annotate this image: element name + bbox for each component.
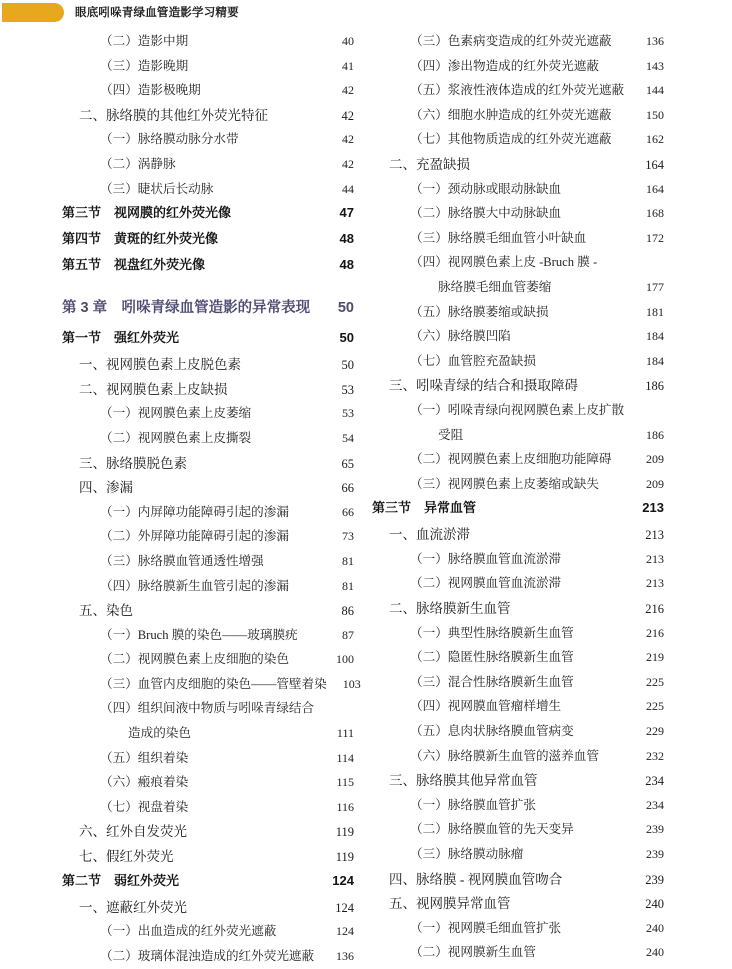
toc-entry-label: （二）视网膜新生血管 (410, 945, 536, 960)
toc-entry-label: （五）息肉状脉络膜血管病变 (410, 724, 574, 739)
toc-entry-label: （一）脉络膜血管血流淤滞 (410, 551, 562, 566)
toc-entry-page-number: 119 (335, 850, 354, 865)
toc-entry-item[interactable] (372, 325, 664, 350)
toc-entry-page-number: 50 (337, 300, 354, 317)
toc-entry-page-number: 239 (646, 822, 664, 837)
toc-entry-label: （四）组织间液中物质与吲哚青绿结合 (100, 701, 315, 716)
toc-entry-label: （一）吲哚青绿向视网膜色素上皮扩散 (410, 402, 625, 417)
toc-entry-page-number: 164 (645, 157, 664, 172)
toc-entry-item[interactable] (62, 575, 354, 600)
toc-entry-label: （二）视网膜色素上皮细胞的染色 (100, 652, 289, 667)
toc-entry-label: （二）脉络膜血管的先天变异 (410, 822, 574, 837)
toc-entry-item[interactable] (372, 399, 664, 424)
toc-entry-label: （六）瘢痕着染 (100, 775, 189, 790)
toc-entry-item[interactable] (372, 55, 664, 80)
toc-entry-sub[interactable] (62, 104, 354, 129)
toc-entry-page-number: 240 (646, 945, 664, 960)
toc-entry-label: （一）Bruch 膜的染色——玻璃膜疣 (100, 627, 298, 642)
toc-entry-cont[interactable] (372, 424, 664, 449)
toc-entry-page-number: 209 (646, 476, 664, 491)
toc-entry-label: （五）浆液性液体造成的红外荧光遮蔽 (410, 83, 625, 98)
toc-entry-page-number: 229 (646, 724, 664, 739)
toc-entry-page-number: 240 (646, 920, 664, 935)
toc-entry-page-number: 42 (342, 83, 354, 98)
toc-entry-label: （二）视网膜色素上皮细胞功能障碍 (410, 452, 612, 467)
toc-entry-sub[interactable] (62, 599, 354, 624)
toc-entry-label: （一）典型性脉络膜新生血管 (410, 625, 574, 640)
toc-entry-label: 三、吲哚青绿的结合和摄取障碍 (389, 378, 578, 394)
toc-entry-item[interactable] (372, 818, 664, 843)
toc-entry-label: （七）视盘着染 (100, 799, 189, 814)
toc-entry-item[interactable] (372, 794, 664, 819)
toc-entry-page-number: 216 (646, 625, 664, 640)
toc-entry-label: 四、脉络膜 - 视网膜血管吻合 (389, 871, 563, 887)
book-running-title: 眼底吲哚青绿血管造影学习精要 (75, 7, 239, 19)
toc-entry-page-number: 81 (342, 578, 354, 593)
toc-entry-item[interactable] (62, 153, 354, 178)
toc-entry-item[interactable] (62, 624, 354, 649)
toc-entry-page-number: 150 (646, 107, 664, 122)
toc-entry-item[interactable] (372, 350, 664, 375)
toc-entry-label: （五）脉络膜萎缩或缺损 (410, 304, 549, 319)
toc-entry-label: （三）脉络膜动脉瘤 (410, 847, 524, 861)
toc-entry-item[interactable] (62, 79, 354, 104)
toc-entry-label: （一）脉络膜动脉分水带 (100, 132, 239, 147)
toc-entry-page-number: 164 (646, 181, 664, 196)
toc-entry-page-number: 162 (646, 132, 664, 147)
toc-entry-item[interactable] (372, 695, 664, 720)
gold-tab-marker-icon (2, 3, 64, 22)
toc-entry-page-number: 186 (645, 379, 664, 394)
toc-entry-label: （一）出血造成的红外荧光遮蔽 (100, 924, 277, 939)
toc-entry-page-number: 111 (336, 726, 354, 741)
toc-entry-label: （三）色素病变造成的红外荧光遮蔽 (410, 34, 612, 48)
toc-entry-label: 三、脉络膜其他异常血管 (389, 773, 538, 789)
toc-entry-page-number: 124 (336, 924, 354, 939)
toc-entry-label: 第四节 黄斑的红外荧光像 (62, 231, 219, 247)
toc-entry-label: 受阻 (438, 427, 464, 442)
toc-entry-label: 三、脉络膜脱色素 (79, 455, 187, 471)
toc-entry-sub[interactable] (372, 868, 664, 893)
toc-entry-label: 第 3 章 吲哚青绿血管造影的异常表现 (62, 300, 311, 317)
toc-entry-item[interactable] (62, 501, 354, 526)
toc-entry-label: 第一节 强红外荧光 (62, 330, 180, 346)
toc-entry-page-number: 234 (646, 797, 664, 812)
toc-entry-page-number: 144 (646, 83, 664, 98)
toc-entry-item[interactable] (372, 572, 664, 597)
toc-entry-label: 二、脉络膜新生血管 (389, 601, 511, 617)
toc-entry-label: （二）玻璃体混浊造成的红外荧光遮蔽 (100, 948, 315, 963)
toc-entry-page-number: 124 (335, 900, 354, 915)
toc-entry-item[interactable] (62, 55, 354, 80)
toc-entry-section[interactable] (372, 497, 664, 523)
toc-entry-item[interactable] (372, 202, 664, 227)
toc-entry-page-number: 65 (341, 456, 354, 471)
toc-entry-page-number: 114 (336, 750, 354, 765)
toc-entry-page-number: 41 (342, 58, 354, 73)
toc-entry-page-number: 136 (336, 948, 354, 963)
toc-spacer (62, 280, 354, 296)
toc-column-left (62, 30, 361, 969)
toc-entry-label: （一）颈动脉或眼动脉缺血 (410, 181, 562, 196)
toc-entry-page-number: 168 (646, 206, 664, 221)
toc-entry-label: （三）混合性脉络膜新生血管 (410, 674, 574, 689)
toc-entry-sub[interactable] (372, 769, 664, 794)
toc-entry-label: 六、红外自发荧光 (79, 824, 187, 840)
toc-entry-page-number: 100 (336, 652, 354, 667)
toc-entry-label: （四）视网膜色素上皮 -Bruch 膜 - (410, 255, 598, 270)
toc-entry-label: 一、血流淤滞 (389, 527, 470, 543)
toc-entry-page-number: 240 (645, 897, 664, 912)
toc-entry-page-number: 50 (339, 330, 354, 346)
toc-entry-label: （一）视网膜色素上皮萎缩 (100, 406, 252, 421)
toc-entry-page-number: 124 (332, 872, 354, 888)
toc-entry-item[interactable] (372, 104, 664, 129)
toc-entry-sub[interactable] (62, 378, 354, 403)
toc-entry-item[interactable] (62, 747, 354, 772)
toc-entry-page-number: 86 (341, 604, 354, 619)
toc-entry-sub[interactable] (62, 476, 354, 501)
toc-entry-page-number: 53 (342, 406, 354, 421)
toc-entry-label: （四）脉络膜新生血管引起的渗漏 (100, 578, 289, 593)
toc-entry-label: 二、脉络膜的其他红外荧光特征 (79, 107, 268, 123)
toc-entry-page-number: 213 (645, 528, 664, 543)
toc-entry-page-number: 42 (342, 132, 354, 147)
toc-entry-item[interactable] (372, 720, 664, 745)
toc-entry-page-number: 53 (341, 382, 354, 397)
toc-entry-label: 脉络膜毛细血管萎缩 (438, 279, 552, 294)
toc-entry-label: （四）视网膜血管瘤样增生 (410, 699, 562, 714)
toc-entry-item[interactable] (62, 525, 354, 550)
toc-entry-label: （一）内屏障功能障碍引起的渗漏 (100, 504, 289, 519)
toc-entry-page-number: 213 (646, 576, 664, 591)
toc-entry-item[interactable] (372, 79, 664, 104)
toc-entry-page-number: 87 (342, 627, 354, 642)
toc-entry-label: （一）视网膜毛细血管扩张 (410, 920, 562, 935)
toc-entry-label: 五、视网膜异常血管 (389, 896, 511, 912)
toc-entry-page-number: 184 (646, 329, 664, 344)
toc-entry-item[interactable] (372, 448, 664, 473)
toc-entry-page-number: 143 (646, 58, 664, 73)
toc-entry-label: 第五节 视盘红外荧光像 (62, 257, 206, 273)
toc-entry-page-number: 42 (342, 156, 354, 171)
toc-entry-page-number: 42 (341, 108, 354, 123)
toc-entry-page-number: 209 (646, 452, 664, 467)
toc-entry-label: （二）脉络膜大中动脉缺血 (410, 206, 562, 221)
toc-entry-label: （一）脉络膜血管扩张 (410, 797, 536, 812)
toc-entry-item[interactable] (62, 128, 354, 153)
toc-entry-item[interactable] (62, 550, 354, 575)
toc-entry-label: （六）脉络膜凹陷 (410, 329, 511, 344)
toc-entry-page-number: 54 (342, 430, 354, 445)
toc-entry-item[interactable] (62, 796, 354, 821)
toc-entry-section[interactable] (62, 228, 354, 254)
toc-entry-item[interactable] (372, 622, 664, 647)
toc-entry-page-number: 66 (341, 481, 354, 496)
toc-entry-page-number: 81 (342, 553, 354, 568)
toc-entry-page-number: 116 (336, 799, 354, 814)
toc-entry-item[interactable] (62, 402, 354, 427)
toc-entry-sub[interactable] (62, 820, 354, 845)
toc-entry-item[interactable] (62, 697, 354, 722)
toc-entry-section[interactable] (62, 202, 354, 228)
toc-entry-label: （三）血管内皮细胞的染色——管壁着染 (100, 676, 327, 691)
toc-entry-label: （二）隐匿性脉络膜新生血管 (410, 650, 574, 665)
toc-entry-label: 第二节 弱红外荧光 (62, 872, 180, 888)
toc-entry-label: （二）造影中期 (100, 34, 189, 48)
toc-entry-sub[interactable] (372, 892, 664, 917)
toc-entry-page-number: 213 (642, 500, 664, 516)
toc-entry-label: （四）渗出物造成的红外荧光遮蔽 (410, 58, 599, 73)
toc-entry-sub[interactable] (62, 353, 354, 378)
toc-entry-label: 造成的染色 (128, 726, 191, 741)
toc-entry-item[interactable] (372, 30, 664, 55)
toc-entry-label: 第三节 视网膜的红外荧光像 (62, 205, 232, 221)
toc-entry-page-number: 232 (646, 748, 664, 763)
toc-entry-label: 四、渗漏 (79, 480, 133, 496)
toc-entry-sub[interactable] (372, 597, 664, 622)
running-header (0, 0, 732, 30)
toc-entry-sub[interactable] (372, 153, 664, 178)
toc-entry-cont[interactable] (372, 276, 664, 301)
toc-entry-label: （七）其他物质造成的红外荧光遮蔽 (410, 132, 612, 147)
toc-entry-page-number: 40 (342, 34, 354, 48)
toc-entry-item[interactable] (372, 251, 664, 276)
toc-entry-page-number: 184 (646, 353, 664, 368)
toc-entry-page-number: 119 (335, 825, 354, 840)
toc-entry-item[interactable] (62, 648, 354, 673)
toc-entry-label: （五）组织着染 (100, 750, 189, 765)
toc-entry-page-number: 177 (646, 279, 664, 294)
toc-entry-item[interactable] (62, 178, 354, 203)
toc-entry-label: （三）脉络膜血管通透性增强 (100, 553, 264, 568)
toc-entry-item[interactable] (62, 673, 361, 698)
toc-entry-chapter[interactable] (62, 296, 354, 327)
toc-entry-page-number: 115 (336, 775, 354, 790)
toc-entry-label: （四）造影极晚期 (100, 83, 201, 98)
toc-entry-label: （二）视网膜色素上皮撕裂 (100, 430, 252, 445)
toc-entry-item[interactable] (62, 945, 354, 969)
toc-entry-item[interactable] (62, 30, 354, 55)
toc-entry-label: 第三节 异常血管 (372, 500, 477, 516)
toc-entry-label: （三）视网膜色素上皮萎缩或缺失 (410, 476, 599, 491)
toc-entry-page-number: 48 (339, 257, 354, 273)
toc-entry-item[interactable] (372, 745, 664, 770)
toc-entry-item[interactable] (372, 128, 664, 153)
toc-entry-label: 二、视网膜色素上皮缺损 (79, 381, 228, 397)
toc-entry-page-number: 44 (342, 181, 354, 196)
toc-entry-section[interactable] (62, 870, 354, 896)
toc-entry-label: （六）脉络膜新生血管的滋养血管 (410, 748, 599, 763)
toc-entry-label: （二）涡静脉 (100, 156, 176, 171)
toc-entry-item[interactable] (372, 646, 664, 671)
toc-entry-page-number: 216 (645, 602, 664, 617)
toc-entry-label: 二、充盈缺损 (389, 156, 470, 172)
toc-entry-item[interactable] (62, 427, 354, 452)
toc-entry-item[interactable] (372, 178, 664, 203)
toc-entry-section[interactable] (62, 327, 354, 353)
toc-entry-page-number: 136 (646, 34, 664, 48)
toc-entry-sub[interactable] (62, 896, 354, 921)
toc-entry-label: （七）血管腔充盈缺损 (410, 353, 536, 368)
toc-column-right (372, 30, 664, 966)
toc-entry-sub[interactable] (62, 845, 354, 870)
toc-entry-page-number: 47 (339, 205, 354, 221)
toc-entry-item[interactable] (62, 771, 354, 796)
toc-entry-item[interactable] (372, 227, 664, 252)
toc-entry-label: （二）外屏障功能障碍引起的渗漏 (100, 529, 289, 544)
toc-entry-sub[interactable] (372, 523, 664, 548)
toc-entry-page-number: 225 (646, 674, 664, 689)
toc-entry-label: （二）视网膜血管血流淤滞 (410, 576, 562, 591)
toc-entry-page-number: 172 (646, 230, 664, 245)
toc-entry-item[interactable] (372, 671, 664, 696)
toc-entry-label: 五、染色 (79, 603, 133, 619)
toc-entry-item[interactable] (372, 917, 664, 942)
toc-entry-label: （三）脉络膜毛细血管小叶缺血 (410, 230, 587, 245)
toc-entry-item[interactable] (372, 548, 664, 573)
toc-entry-label: （三）睫状后长动脉 (100, 181, 214, 196)
toc-entry-label: （六）细胞水肿造成的红外荧光遮蔽 (410, 107, 612, 122)
toc-entry-label: 一、视网膜色素上皮脱色素 (79, 357, 241, 373)
toc-entry-item[interactable] (372, 473, 664, 498)
toc-entry-label: 一、遮蔽红外荧光 (79, 899, 187, 915)
toc-entry-page-number: 186 (646, 427, 664, 442)
toc-entry-page-number: 66 (342, 504, 354, 519)
toc-entry-cont[interactable] (62, 722, 354, 747)
toc-entry-page-number: 234 (645, 774, 664, 789)
toc-entry-page-number: 239 (646, 847, 664, 861)
toc-entry-section[interactable] (62, 254, 354, 280)
toc-entry-page-number: 181 (646, 304, 664, 319)
toc-entry-page-number: 103 (342, 676, 361, 691)
toc-entry-page-number: 219 (646, 650, 664, 665)
toc-entry-sub[interactable] (62, 452, 354, 477)
toc-entry-sub[interactable] (372, 374, 664, 399)
toc-entry-page-number: 50 (341, 358, 354, 373)
toc-entry-label: （三）造影晚期 (100, 58, 189, 73)
toc-entry-item[interactable] (372, 301, 664, 326)
toc-entry-item[interactable] (372, 941, 664, 966)
toc-entry-item[interactable] (62, 920, 354, 945)
toc-entry-page-number: 213 (646, 551, 664, 566)
toc-entry-page-number: 239 (645, 872, 664, 887)
toc-entry-label: 七、假红外荧光 (79, 849, 174, 865)
toc-entry-page-number: 48 (339, 231, 354, 247)
toc-entry-page-number: 73 (342, 529, 354, 544)
toc-entry-page-number: 225 (646, 699, 664, 714)
toc-entry-item[interactable] (372, 843, 664, 868)
